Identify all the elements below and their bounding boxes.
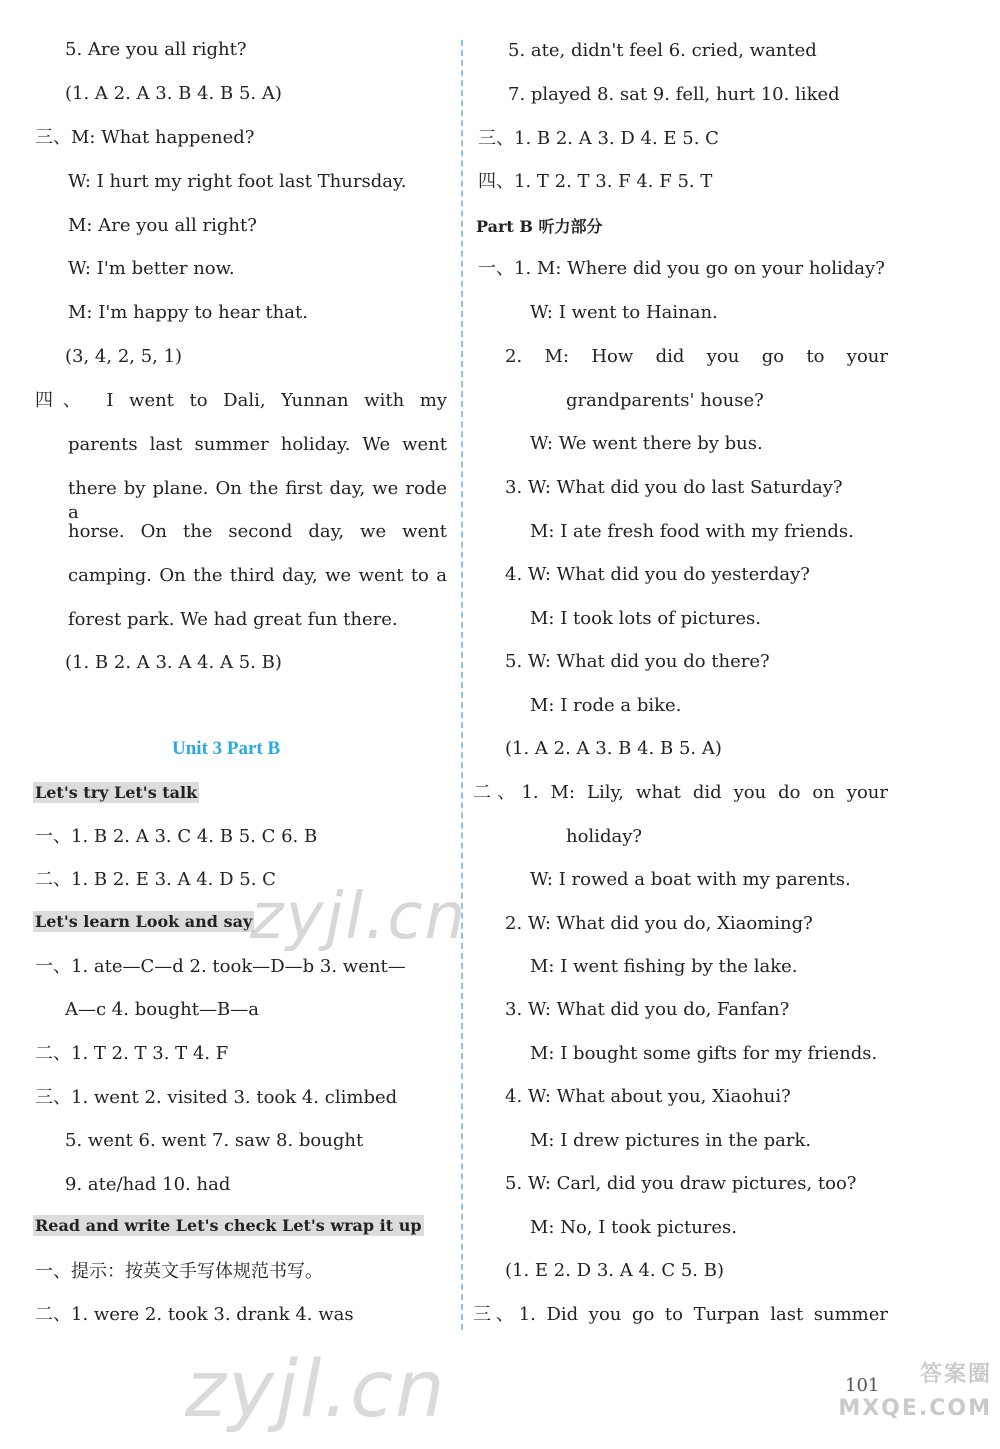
answer-line: 二、1. B 2. E 3. A 4. D 5. C <box>35 869 276 890</box>
paragraph-line: 四、 I went to Dali, Yunnan with my <box>35 390 447 411</box>
answer-line: (1. A 2. A 3. B 4. B 5. A) <box>505 738 722 759</box>
answer-line: 三、1. B 2. A 3. D 4. E 5. C <box>478 128 719 149</box>
answer-line: 二、1. T 2. T 3. T 4. F <box>35 1043 229 1064</box>
answer-line: M: I rode a bike. <box>530 695 682 716</box>
watermark-mid: zyjl.cn <box>250 880 468 954</box>
answer-line: M: I took lots of pictures. <box>530 608 761 629</box>
answer-line: 二、1. M: Lily, what did you do on your <box>473 782 888 803</box>
answer-line: 一、1. ate—C—d 2. took—D—b 3. went— <box>35 956 406 977</box>
answer-line: 5. W: What did you do there? <box>505 651 770 672</box>
paragraph-line: there by plane. On the first day, we rode a <box>68 478 447 523</box>
answer-line: M: I ate fresh food with my friends. <box>530 521 854 542</box>
page-number: 101 <box>845 1375 880 1396</box>
unit-heading: Unit 3 Part B <box>172 738 281 759</box>
paragraph-line: forest park. We had great fun there. <box>68 609 398 630</box>
watermark-bottom: zyjl.cn <box>185 1345 447 1435</box>
answer-line: 5. ate, didn't feel 6. cried, wanted <box>508 40 817 61</box>
answer-line: 9. ate/had 10. had <box>65 1174 231 1195</box>
answer-line: M: I'm happy to hear that. <box>68 302 308 323</box>
answer-line: 三、1. Did you go to Turpan last summer <box>473 1304 888 1325</box>
answer-line: M: I went fishing by the lake. <box>530 956 798 977</box>
answer-line: M: I drew pictures in the park. <box>530 1130 812 1151</box>
answer-line: 3. W: What did you do, Fanfan? <box>505 999 790 1020</box>
answer-line: 4. W: What about you, Xiaohui? <box>505 1086 791 1107</box>
answer-line: M: Are you all right? <box>68 215 257 236</box>
section-heading: Let's try Let's talk <box>35 783 198 802</box>
answer-line: W: I rowed a boat with my parents. <box>530 869 851 890</box>
answer-line: (1. E 2. D 3. A 4. C 5. B) <box>505 1260 724 1281</box>
answer-line: 5. W: Carl, did you draw pictures, too? <box>505 1173 857 1194</box>
section-heading: Part B 听力部分 <box>476 217 603 236</box>
answer-line: W: We went there by bus. <box>530 433 763 454</box>
answer-line: 2. W: What did you do, Xiaoming? <box>505 913 813 934</box>
answer-line: M: I bought some gifts for my friends. <box>530 1043 878 1064</box>
column-divider <box>461 40 463 1330</box>
paragraph-line: parents last summer holiday. We went <box>68 434 447 455</box>
paragraph-line: camping. On the third day, we went to a <box>68 565 447 586</box>
answer-line: 5. went 6. went 7. saw 8. bought <box>65 1130 364 1151</box>
answer-line: 一、1. B 2. A 3. C 4. B 5. C 6. B <box>35 826 318 847</box>
answer-line: (3, 4, 2, 5, 1) <box>65 346 183 367</box>
watermark-corner-logo: 答案圈 MXQE.COM <box>838 1362 992 1421</box>
answer-line: 5. Are you all right? <box>65 39 247 60</box>
answer-line: 三、M: What happened? <box>35 127 255 148</box>
answer-line: 一、1. M: Where did you go on your holiday? <box>478 258 885 279</box>
answer-line: 三、1. went 2. visited 3. took 4. climbed <box>35 1087 398 1108</box>
answer-line: W: I hurt my right foot last Thursday. <box>68 171 407 192</box>
answer-line: W: I went to Hainan. <box>530 302 718 323</box>
section-heading: Let's learn Look and say <box>35 912 253 931</box>
section-heading: Read and write Let's check Let's wrap it up <box>35 1216 422 1235</box>
paragraph-line: horse. On the second day, we went <box>68 521 447 542</box>
answer-line: 7. played 8. sat 9. fell, hurt 10. liked <box>508 84 840 105</box>
answer-line: M: No, I took pictures. <box>530 1217 738 1238</box>
answer-line: grandparents' house? <box>566 390 764 411</box>
answer-line: 2. M: How did you go to your <box>505 346 888 367</box>
answer-line: W: I'm better now. <box>68 258 235 279</box>
answer-line: 二、1. were 2. took 3. drank 4. was <box>35 1304 354 1325</box>
answer-line: (1. A 2. A 3. B 4. B 5. A) <box>65 83 282 104</box>
answer-line: 四、1. T 2. T 3. F 4. F 5. T <box>478 171 713 192</box>
answer-line: holiday? <box>566 826 643 847</box>
answer-line: A—c 4. bought—B—a <box>65 999 259 1020</box>
answer-line: 一、提示：按英文手写体规范书写。 <box>35 1261 323 1282</box>
answer-line: (1. B 2. A 3. A 4. A 5. B) <box>65 652 282 673</box>
answer-line: 4. W: What did you do yesterday? <box>505 564 810 585</box>
answer-line: 3. W: What did you do last Saturday? <box>505 477 843 498</box>
